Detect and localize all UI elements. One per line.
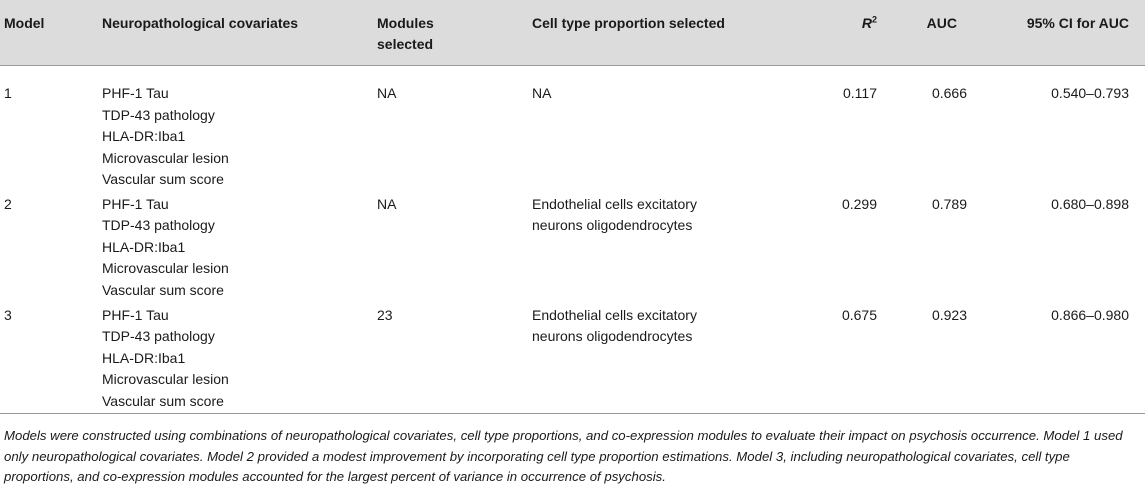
table-row	[0, 66, 1145, 191]
cell-covariates: PHF-1 Tau TDP-43 pathology HLA-DR:Iba1 Microvascular lesion Vascular sum score	[102, 302, 377, 414]
header-model: Model	[0, 0, 102, 66]
table-row	[0, 191, 1145, 302]
table-header-row	[0, 0, 1145, 66]
cell-modules: NA	[377, 85, 397, 101]
cell-ci: 0.540–0.793	[1051, 85, 1129, 101]
cell-r2: 0.117	[843, 85, 877, 101]
header-covariates: Neuropathological covariates	[102, 0, 377, 66]
header-modules: Modules selected	[377, 0, 532, 66]
header-auc: AUC	[877, 0, 987, 66]
cell-ci: 0.866–0.980	[987, 302, 1145, 414]
table-footnote: Models were constructed using combinations of neuropathological covariates, cell type proportions, and co-expression modules to evaluate their impact on psychosis occurrence. Model 1 used only neuropathological covariates. Model 2 provided a modest improvement by incorporating cell type proportion estimations. Model 3, including neuropathological covariates, cell type proportions, and co-expression modules accounted for the largest percent of variance in occurrence of psychosis.	[4, 428, 1123, 485]
header-ci: 95% CI for AUC	[987, 0, 1145, 66]
cell-model: 2	[4, 195, 12, 212]
header-r2: $R^2$	[819, 0, 877, 66]
cell-r2: 0.675	[819, 302, 877, 414]
cell-celltype: Endothelial cells excitatory neurons oligodendrocytes	[532, 195, 697, 233]
cell-modules: 23	[377, 302, 532, 414]
cell-covariates: PHF-1 Tau TDP-43 pathology HLA-DR:Iba1 Microvascular lesion Vascular sum score	[102, 85, 229, 187]
cell-celltype: Endothelial cells excitatory neurons oligodendrocytes	[532, 302, 819, 414]
cell-r2: 0.299	[841, 195, 877, 212]
header-celltype: Cell type proportion selected	[532, 0, 819, 66]
table-row	[0, 302, 1145, 414]
cell-model: 3	[0, 302, 102, 414]
cell-modules: NA	[377, 195, 397, 212]
cell-celltype: NA	[532, 85, 552, 101]
cell-covariates: PHF-1 Tau TDP-43 pathology HLA-DR:Iba1 Microvascular lesion Vascular sum score	[102, 195, 229, 298]
cell-ci: 0.680–0.898	[1051, 195, 1129, 212]
cell-auc: 0.789	[931, 195, 967, 212]
cell-model: 1	[4, 85, 12, 101]
cell-auc: 0.666	[931, 85, 967, 101]
cell-auc: 0.923	[877, 302, 987, 414]
